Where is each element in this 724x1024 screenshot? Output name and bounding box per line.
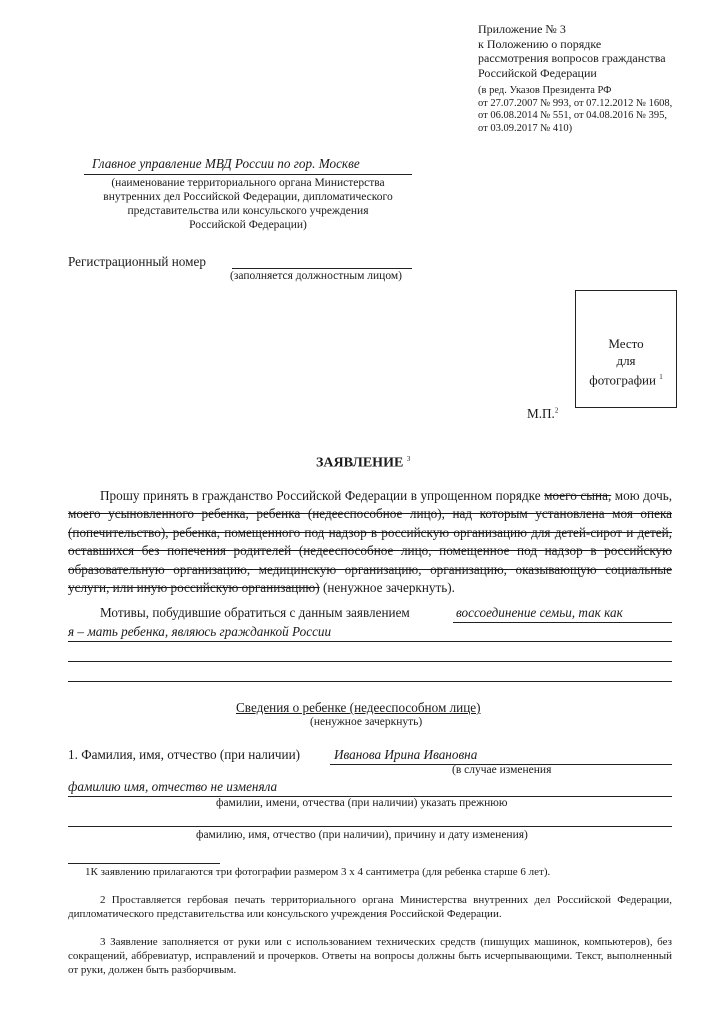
appendix-line-2: к Положению о порядке (478, 36, 602, 51)
motives-value-1[interactable]: воссоединение семьи, так как (456, 605, 623, 620)
selected-option-daughter: мою дочь, (614, 488, 673, 503)
footnote-3: 3 Заявление заполняется от руки или с использованием технических средств (пишущих машинок, компьютеров), без сокращений, аббревиатур, исправлений и прочерков. Ответы на вопросы должны быть исчерпывающими. Текст, выполненный от руки, должен быть разборчивым. (68, 936, 672, 976)
item1-hint-change: (в случае изменения (452, 764, 552, 776)
request-paragraph: Прошу принять в гражданство Российской Федерации в упрощенном порядке моего сына, мою дочь, моего усыновленного ребенка, ребенка (недееспособное лицо), над которым установлена моя опека (попечительство), ребенка, помещенного под надзор в российскую организацию для детей-сирот и детей, оставшихся без попечения родителей (недееспособное лицо, помещенное под надзор в российскую образовательную организацию, медицинскую организацию, организацию, оказывающую социальные услуги, или иную российскую организацию) (ненужное зачеркнуть). (68, 488, 673, 596)
strike-instruction: (ненужное зачеркнуть). (322, 580, 455, 596)
appendix-header (478, 22, 672, 135)
motives-value-2[interactable]: я – мать ребенка, являюсь гражданкой России (68, 624, 332, 639)
registration-field[interactable] (232, 268, 412, 269)
item1-hint-reason: фамилию, имя, отчество (при наличии), причину и дату изменения) (196, 829, 528, 841)
edition-line-1: (в ред. Указов Президента РФ (478, 85, 612, 96)
authority-hint (84, 176, 412, 232)
authority-hint-line-2: внутренних дел Российской Федерации, дипломатического (103, 191, 393, 203)
authority-hint-line-1: (наименование территориального органа Министерства (111, 177, 385, 189)
edition-line-3: от 06.08.2014 № 551, от 04.08.2016 № 395, (478, 110, 668, 121)
appendix-line-3: рассмотрения вопросов гражданства (478, 51, 666, 65)
registration-label: Регистрационный номер (68, 254, 206, 269)
item1-previous-value[interactable]: фамилию имя, отчество не изменяла (68, 779, 278, 794)
edition-line-2: от 27.07.2007 № 993, от 07.12.2012 № 1608, (478, 97, 673, 109)
authority-underline (84, 174, 412, 175)
authority-hint-line-4: Российской Федерации) (189, 219, 307, 231)
photo-label-2: для (616, 353, 636, 368)
struck-option-son: моего сына, (544, 488, 612, 503)
photo-box[interactable] (575, 290, 677, 408)
appendix-line-4: Российской Федерации (478, 65, 597, 80)
appendix-number: Приложение № 3 (478, 22, 566, 36)
struck-options-others: моего усыновленного ребенка, ребенка (недееспособное лицо), над которым установлена моя опека (попечительство), ребенка, помещенного под надзор в российскую организацию для детей-сирот и детей, оставшихся без попечения родителей (недееспособное лицо, помещенное под надзор в российскую образовательную организацию, медицинскую организацию, организацию, оказывающую социальные услуги, или иную российскую организацию) (68, 506, 672, 596)
child-section-title: Сведения о ребенке (недееспособном лице) (236, 700, 481, 715)
item1-hint-previous: фамилии, имени, отчества (при наличии) указать прежнюю (216, 797, 508, 809)
authority-field[interactable]: Главное управление МВД России по гор. Москве (92, 156, 360, 171)
page-title: ЗАЯВЛЕНИЕ $^3$ (316, 455, 411, 471)
motives-line-1 (453, 622, 672, 623)
edition-line-4: от 03.09.2017 № 410) (478, 122, 573, 134)
motives-line-2 (68, 641, 672, 642)
photo-label-3: фотографии $^1$ (589, 372, 663, 388)
photo-label-1: Место (608, 336, 644, 351)
edition-note (478, 85, 672, 135)
footnote-1: 1К заявлению прилагаются три фотографии размером 3 х 4 сантиметра (для ребенка старше 6 лет). (85, 866, 551, 878)
motives-line-4[interactable] (68, 681, 672, 682)
registration-hint: (заполняется должностным лицом) (230, 270, 402, 282)
stamp-label: М.П.$^2$ (527, 406, 559, 421)
motives-label: Мотивы, побудившие обратиться с данным заявлением (100, 605, 410, 620)
footnote-2: 2 Проставляется гербовая печать территориального органа Министерства внутренних дел Российской Федерации, дипломатического представительства или консульского учреждения Российской Федерации. (68, 894, 672, 920)
motives-line-3[interactable] (68, 661, 672, 662)
item1-label: 1. Фамилия, имя, отчество (при наличии) (68, 747, 301, 762)
authority-hint-line-3: представительства или консульского учреждения (127, 205, 369, 217)
item1-name-value[interactable]: Иванова Ирина Ивановна (334, 747, 478, 762)
item1-reason-line[interactable] (68, 826, 672, 827)
child-section-hint: (ненужное зачеркнуть) (310, 716, 423, 728)
footnote-separator (68, 863, 220, 864)
